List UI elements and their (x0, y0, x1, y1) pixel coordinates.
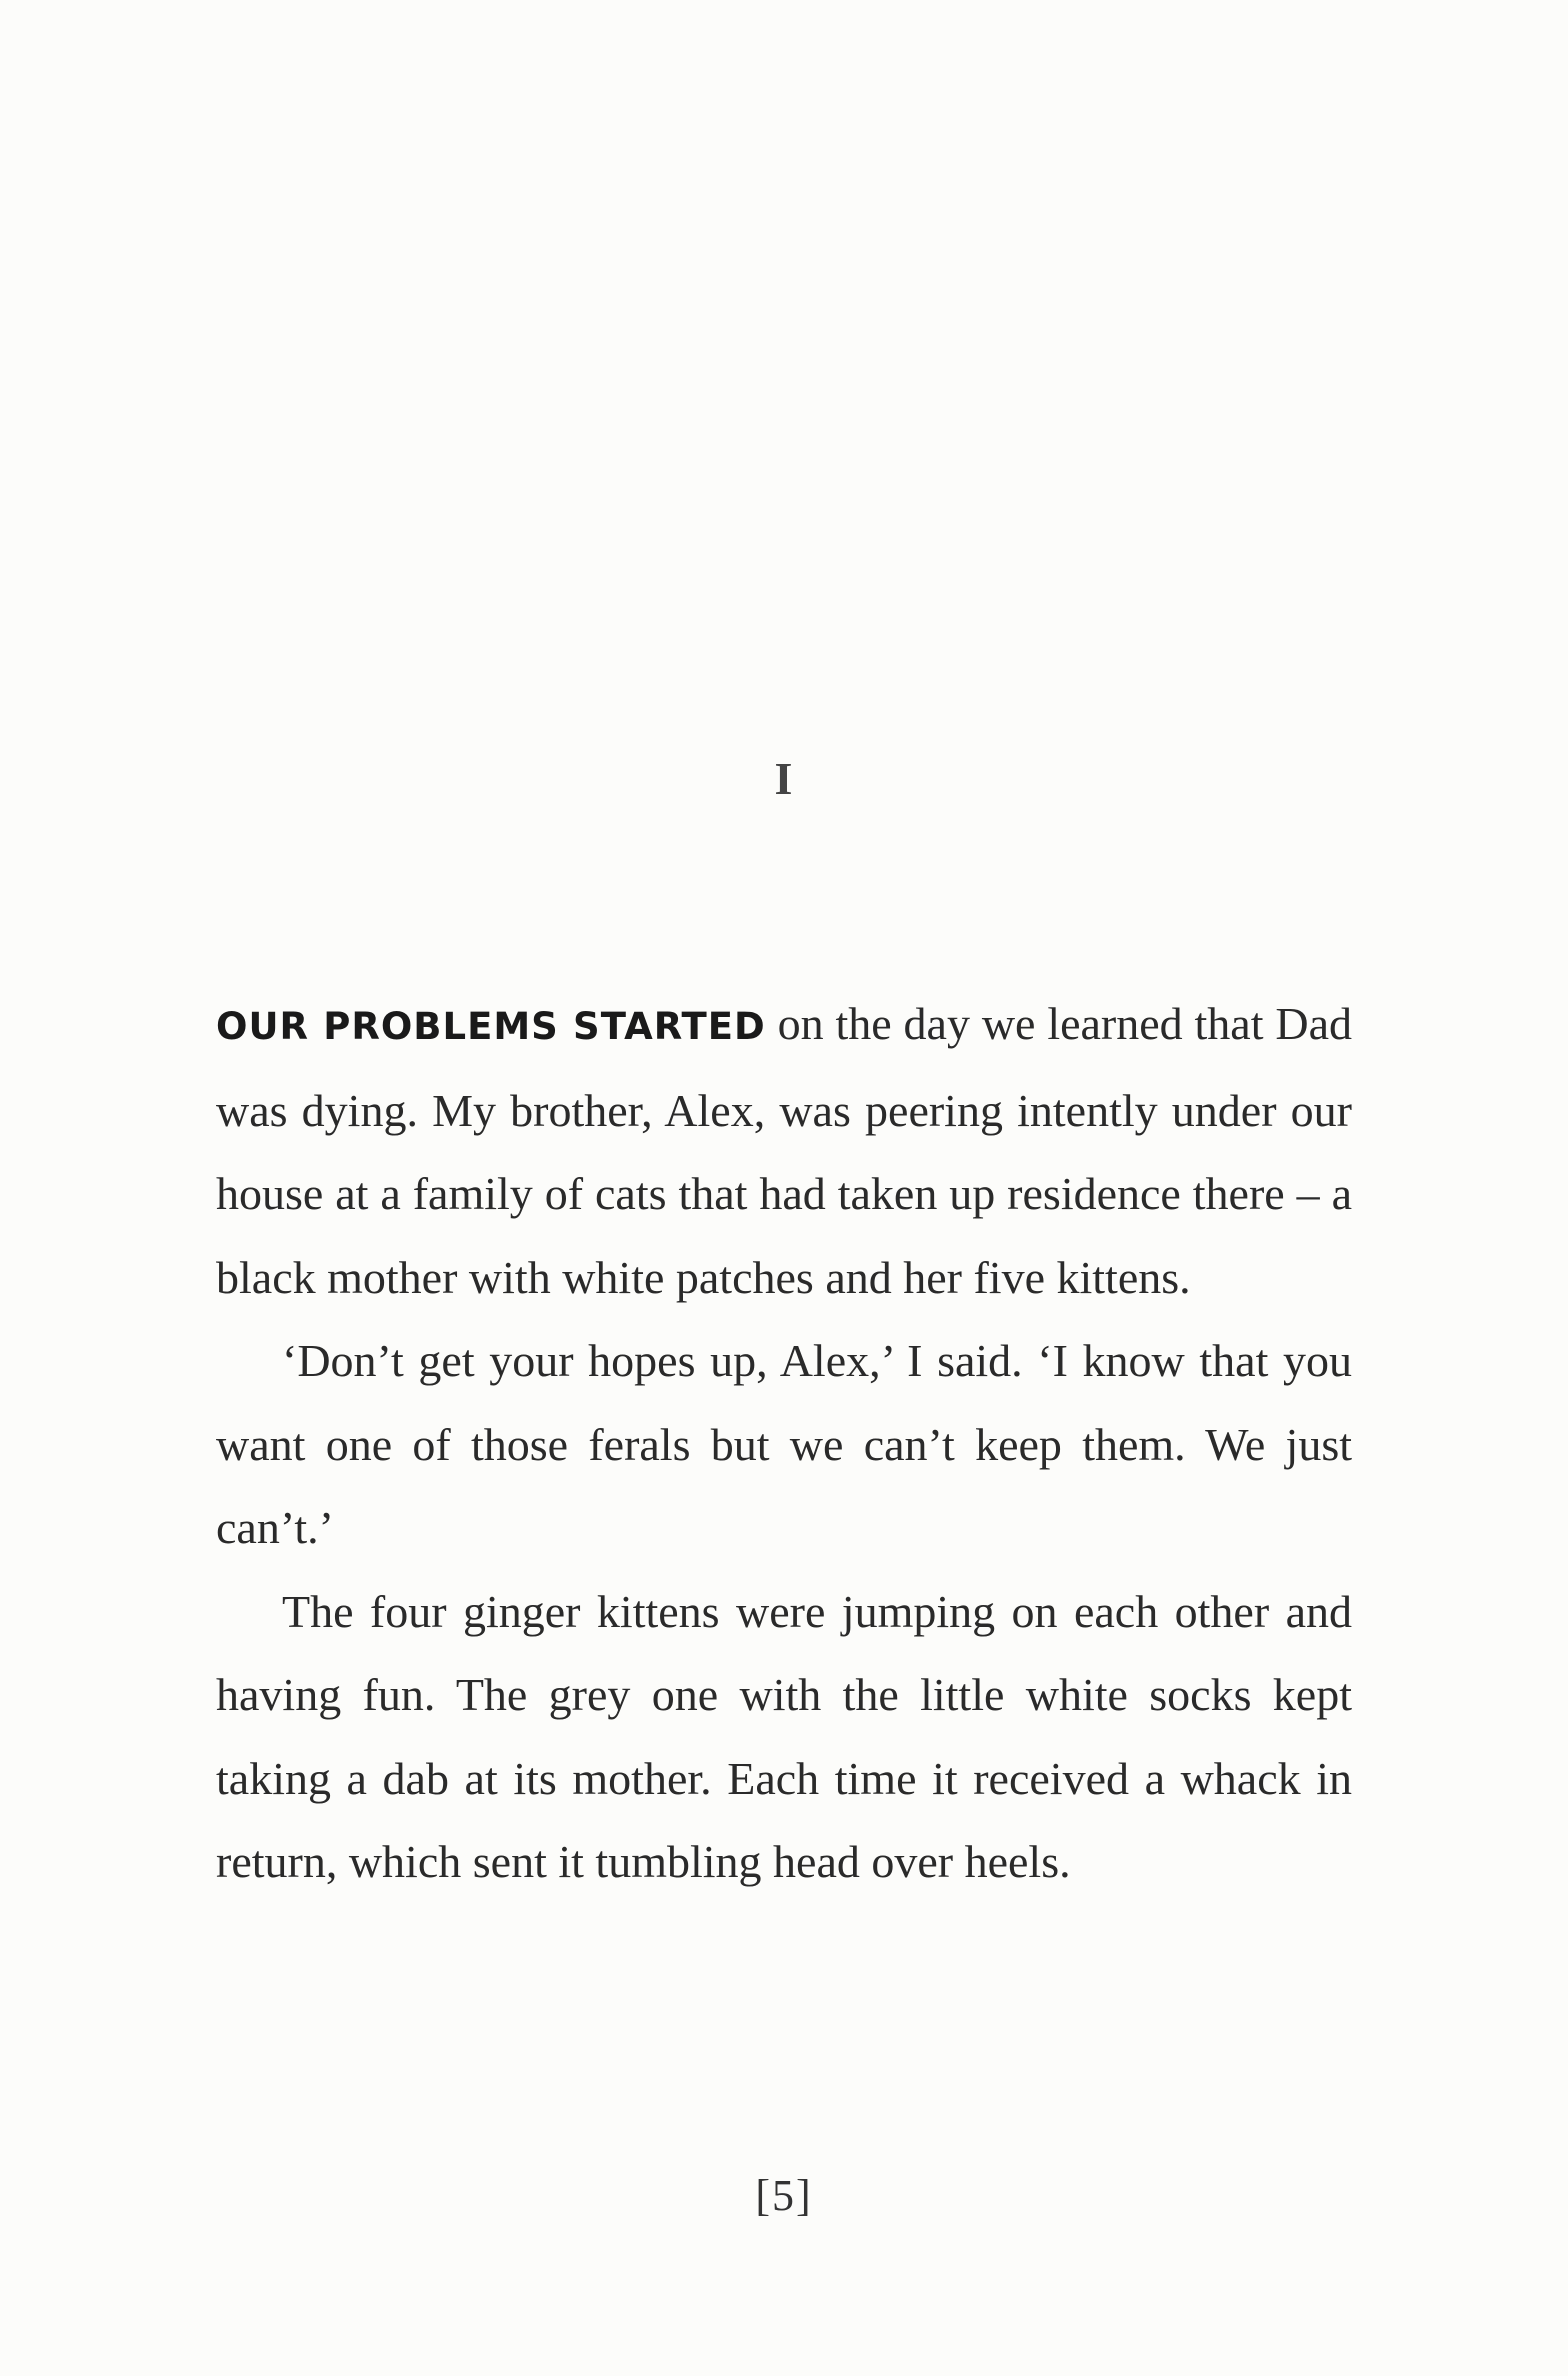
chapter-body (216, 982, 1352, 1904)
paragraph-3: The four ginger kittens were jumping on each other and having fun. The grey one with the little white socks kept taking a dab at its mother. Each time it received a whack in return, which sent it tumbling head over heels. (216, 1585, 1352, 1887)
chapter-number: I (774, 753, 794, 804)
page-number: [5] (755, 2171, 813, 2220)
lead-in-small-caps: OUR PROBLEMS STARTED (216, 1005, 766, 1048)
paragraph-1-text: on the day we learned that Dad was dying. My brother, Alex, was peering intently under our house at a family of cats that had taken up residence there – a black mother with white patches and her five kittens. (216, 998, 1352, 1303)
paragraph-1 (216, 982, 1352, 1319)
paragraph-2: ‘Don’t get your hopes up, Alex,’ I said. ‘I know that you want one of those ferals but we can’t keep them. We just can’t.’ (216, 1335, 1352, 1553)
